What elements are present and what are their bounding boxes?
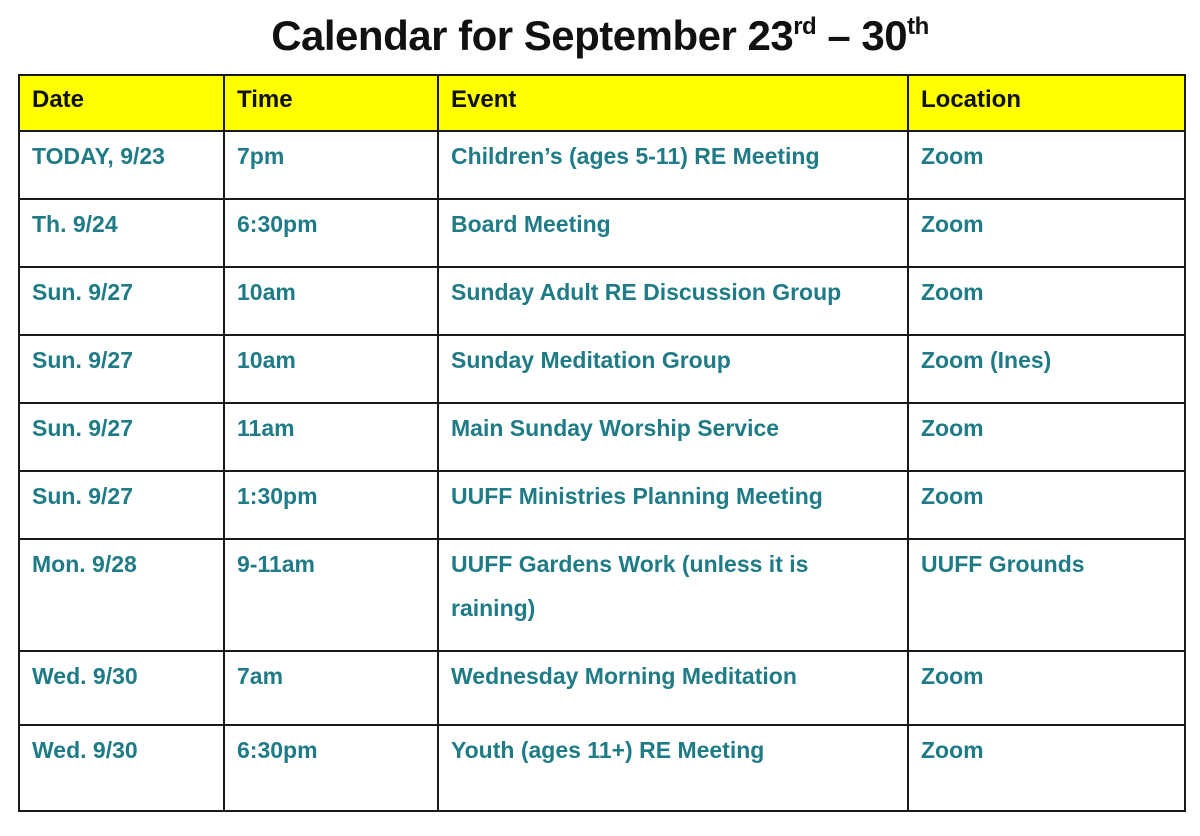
cell-time: 7am <box>224 651 438 725</box>
cell-location: Zoom <box>908 725 1185 811</box>
cell-location: Zoom <box>908 267 1185 335</box>
header-event: Event <box>438 75 908 131</box>
table-row <box>19 539 1185 651</box>
cell-date: Wed. 9/30 <box>19 651 224 725</box>
cell-event: Youth (ages 11+) RE Meeting <box>438 725 908 811</box>
header-location: Location <box>908 75 1185 131</box>
cell-location: Zoom <box>908 651 1185 725</box>
cell-event: Board Meeting <box>438 199 908 267</box>
cell-date: Sun. 9/27 <box>19 403 224 471</box>
table-header-row <box>19 75 1185 131</box>
title-end-date: – 30 <box>816 12 908 59</box>
cell-time: 6:30pm <box>224 725 438 811</box>
cell-event: Sunday Adult RE Discussion Group <box>438 267 908 335</box>
table-row <box>19 131 1185 199</box>
cell-event: UUFF Ministries Planning Meeting <box>438 471 908 539</box>
cell-date: Sun. 9/27 <box>19 335 224 403</box>
cell-date: Th. 9/24 <box>19 199 224 267</box>
cell-date: TODAY, 9/23 <box>19 131 224 199</box>
cell-time: 7pm <box>224 131 438 199</box>
cell-location: Zoom <box>908 403 1185 471</box>
cell-date: Sun. 9/27 <box>19 471 224 539</box>
header-date: Date <box>19 75 224 131</box>
cell-event: UUFF Gardens Work (unless it is raining) <box>438 539 908 651</box>
cell-time: 9-11am <box>224 539 438 651</box>
cell-location: Zoom (Ines) <box>908 335 1185 403</box>
cell-time: 1:30pm <box>224 471 438 539</box>
calendar-table <box>18 74 1186 812</box>
cell-event: Main Sunday Worship Service <box>438 403 908 471</box>
cell-date: Mon. 9/28 <box>19 539 224 651</box>
table-row <box>19 725 1185 811</box>
table-row <box>19 471 1185 539</box>
cell-location: UUFF Grounds <box>908 539 1185 651</box>
cell-time: 10am <box>224 335 438 403</box>
title-ordinal-end: th <box>907 13 929 40</box>
page-title <box>0 12 1200 60</box>
title-ordinal-start: rd <box>793 13 817 40</box>
cell-event: Sunday Meditation Group <box>438 335 908 403</box>
cell-location: Zoom <box>908 199 1185 267</box>
cell-date: Wed. 9/30 <box>19 725 224 811</box>
cell-time: 11am <box>224 403 438 471</box>
cell-date: Sun. 9/27 <box>19 267 224 335</box>
table-row <box>19 335 1185 403</box>
cell-location: Zoom <box>908 131 1185 199</box>
table-row <box>19 651 1185 725</box>
cell-time: 10am <box>224 267 438 335</box>
cell-event: Children’s (ages 5-11) RE Meeting <box>438 131 908 199</box>
table-row <box>19 199 1185 267</box>
table-row <box>19 267 1185 335</box>
cell-location: Zoom <box>908 471 1185 539</box>
cell-event: Wednesday Morning Meditation <box>438 651 908 725</box>
header-time: Time <box>224 75 438 131</box>
title-text: Calendar for September 23 <box>271 12 794 59</box>
cell-time: 6:30pm <box>224 199 438 267</box>
table-row <box>19 403 1185 471</box>
